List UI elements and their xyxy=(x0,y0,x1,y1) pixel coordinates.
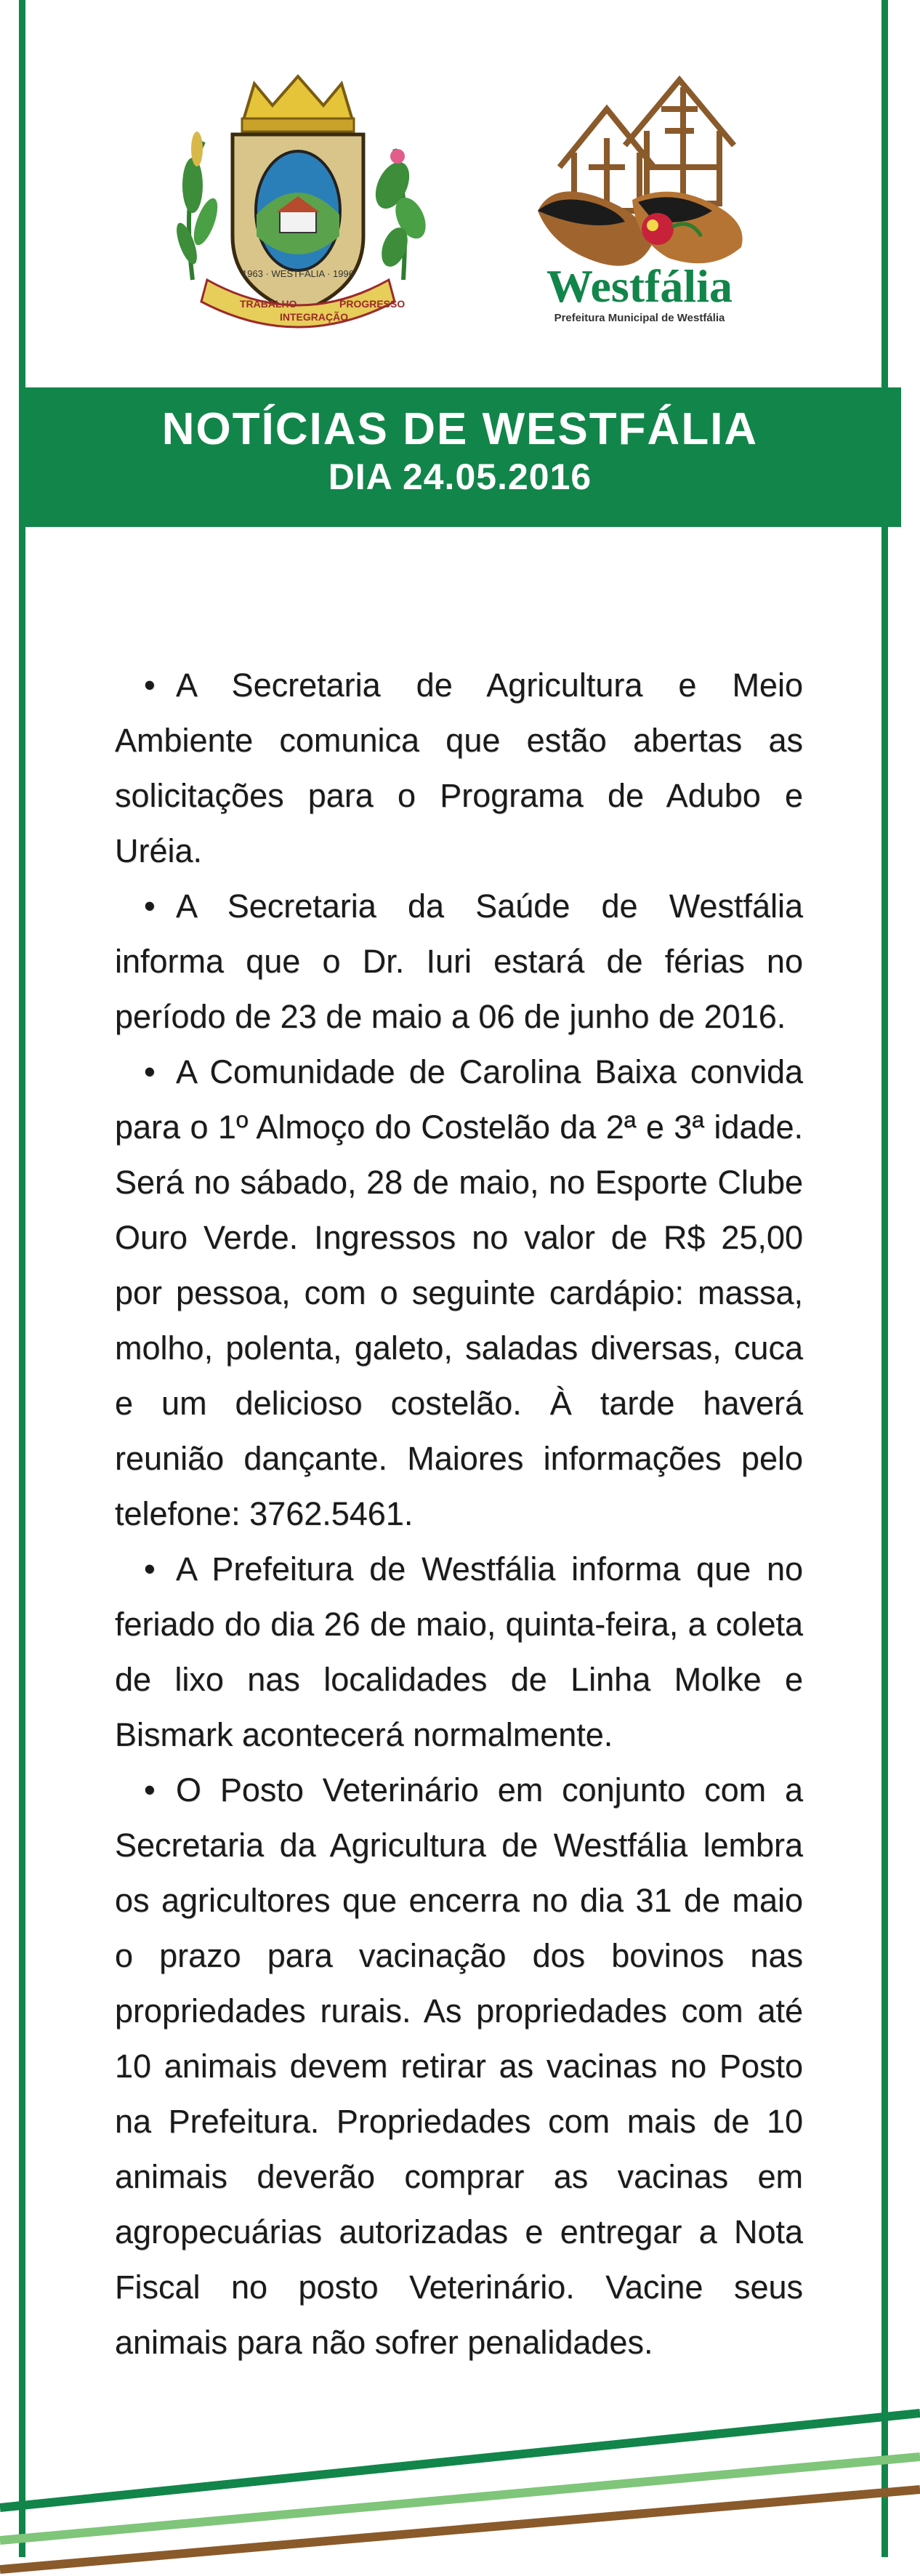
tobacco-plant-icon xyxy=(369,149,432,280)
green-stripe xyxy=(0,2413,920,2508)
news-item xyxy=(115,658,803,879)
svg-text:PROGRESSO: PROGRESSO xyxy=(339,298,405,310)
news-text: O Posto Veterinário em conjunto com a Secretaria da Agricultura de Westfália lembra os agricultores que encerra no dia 31 de maio o prazo para vacinação dos bovinos nas propriedades rurais. As propriedades com até 10 animais devem retirar as vacinas no Posto na Prefeitura. Propriedades com mais de 10 animais deverão comprar as vacinas em agropecuárias autorizadas e entregar a Nota Fiscal no posto Veterinário. Vacine seus animais para não sofrer penalidades. xyxy=(115,1771,803,2361)
decorative-stripes xyxy=(0,2399,920,2576)
news-text: A Secretaria da Saúde de Westfália informa que o Dr. Iuri estará de férias no período de 23 de maio a 06 de junho de 2016. xyxy=(115,887,803,1035)
bullet-icon: • xyxy=(144,1053,156,1090)
news-item xyxy=(115,879,803,1045)
title-banner xyxy=(19,387,901,527)
svg-text:1963 · WESTFÁLIA · 1996: 1963 · WESTFÁLIA · 1996 xyxy=(242,268,354,279)
news-text: A Comunidade de Carolina Baixa convida para o 1º Almoço do Costelão da 2ª e 3ª idade. Será no sábado, 28 de maio, no Esporte Clube Ouro Verde. Ingressos no valor de R$ 25,00 por pessoa, com o seguinte cardápio: massa, molho, polenta, galeto, saladas diversas, cuca e um delicioso costelão. À tarde haverá reunião dançante. Maiores informações pelo telefone: 3762.5461. xyxy=(115,1053,803,1532)
bullet-icon: • xyxy=(144,667,156,704)
page-date: DIA 24.05.2016 xyxy=(328,456,592,498)
bullet-icon: • xyxy=(144,1771,156,1808)
half-timbered-house-icon xyxy=(560,80,734,211)
brand-name-text: Westfália xyxy=(546,260,733,312)
bullet-icon: • xyxy=(144,1550,156,1587)
news-text: A Secretaria de Agricultura e Meio Ambiente comunica que estão abertas as solicitações para o Programa de Adubo e Uréia. xyxy=(115,667,803,869)
crown-icon xyxy=(242,76,354,132)
news-item xyxy=(115,1763,803,2370)
page-title: NOTÍCIAS DE WESTFÁLIA xyxy=(161,404,759,454)
municipal-crest-logo xyxy=(164,62,432,331)
news-list xyxy=(115,658,803,2370)
news-item xyxy=(115,1045,803,1542)
westfalia-brand-logo xyxy=(509,65,770,327)
brand-subtitle-text: Prefeitura Municipal de Westfália xyxy=(554,312,725,324)
news-text: A Prefeitura de Westfália informa que no feriado do dia 26 de maio, quinta-feira, a coleta de lixo nas localidades de Linha Molke e Bismark acontecerá normalmente. xyxy=(115,1550,803,1753)
svg-text:TRABALHO: TRABALHO xyxy=(240,298,297,310)
bullet-icon: • xyxy=(144,887,156,925)
logo-header xyxy=(0,0,920,385)
svg-text:INTEGRAÇÃO: INTEGRAÇÃO xyxy=(280,311,349,323)
news-item xyxy=(115,1542,803,1763)
corn-plant-icon xyxy=(172,132,222,280)
